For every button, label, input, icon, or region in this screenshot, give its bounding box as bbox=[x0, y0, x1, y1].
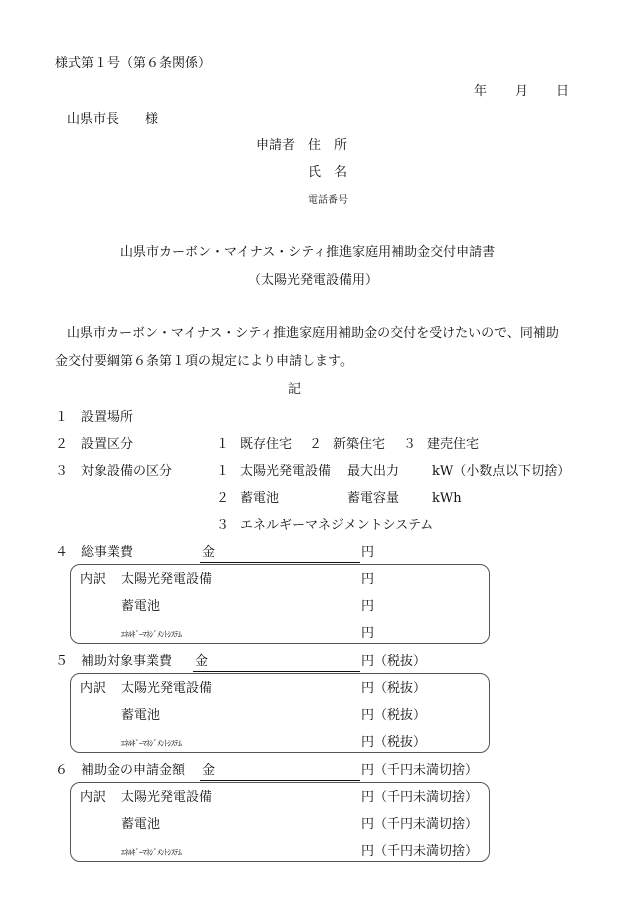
item4-row3-yen: 円 bbox=[361, 626, 375, 641]
item1-num: １ bbox=[55, 410, 69, 425]
item5-row1-yen: 円（税抜） bbox=[361, 681, 427, 696]
item2-opt3-label: 建売住宅 bbox=[427, 437, 480, 452]
item3-opt3-num: ３ bbox=[216, 518, 230, 533]
item3-opt2-capacity: 蓄電容量 bbox=[347, 491, 400, 506]
item5-row1-label: 太陽光発電設備 bbox=[121, 681, 213, 696]
item6-row2-label: 蓄電池 bbox=[121, 817, 161, 832]
item6-breakdown-label: 内訳 bbox=[80, 790, 107, 805]
item4-yen: 円 bbox=[361, 545, 375, 560]
document-title: 山県市カーボン・マイナス・シティ推進家庭用補助金交付申請書 bbox=[120, 245, 496, 260]
item3-opt2-num: ２ bbox=[216, 491, 230, 506]
item4-amount-line bbox=[200, 562, 360, 563]
item4-row1-label: 太陽光発電設備 bbox=[121, 572, 213, 587]
item5-label: 補助対象事業費 bbox=[81, 654, 173, 669]
item2-label: 設置区分 bbox=[81, 437, 134, 452]
applicant-label: 申請者 bbox=[256, 138, 296, 153]
item3-opt1-label: 太陽光発電設備 bbox=[240, 464, 332, 479]
date-month: 月 bbox=[515, 84, 529, 99]
item4-row1-yen: 円 bbox=[361, 572, 375, 587]
body-line-2: 金交付要綱第６条第１項の規定により申請します。 bbox=[55, 354, 353, 369]
item5-breakdown-label: 内訳 bbox=[80, 681, 107, 696]
item3-opt1-unit: kW（小数点以下切捨） bbox=[432, 464, 571, 479]
item4-label: 総事業費 bbox=[81, 545, 134, 560]
addressee: 山県市長 様 bbox=[67, 112, 159, 127]
item4-kin: 金 bbox=[202, 545, 216, 560]
item4-breakdown-label: 内訳 bbox=[80, 572, 107, 587]
item4-num: ４ bbox=[55, 545, 69, 560]
item5-num: ５ bbox=[55, 654, 69, 669]
item1-label: 設置場所 bbox=[81, 410, 134, 425]
item2-opt3-num: ３ bbox=[403, 437, 417, 452]
ki-heading: 記 bbox=[288, 382, 302, 397]
date-day: 日 bbox=[556, 84, 570, 99]
item2-opt1-num: １ bbox=[216, 437, 230, 452]
item6-amount-line bbox=[200, 780, 360, 781]
item4-row3-label: ｴﾈﾙｷﾞｰﾏﾈｼﾞﾒﾝﾄｼｽﾃﾑ bbox=[121, 630, 182, 639]
item3-opt1-capacity: 最大出力 bbox=[347, 464, 400, 479]
item5-kin: 金 bbox=[195, 654, 209, 669]
item6-row1-yen: 円（千円未満切捨） bbox=[361, 790, 479, 805]
item6-row3-label: ｴﾈﾙｷﾞｰﾏﾈｼﾞﾒﾝﾄｼｽﾃﾑ bbox=[121, 848, 182, 857]
item3-opt1-num: １ bbox=[216, 464, 230, 479]
item5-row2-label: 蓄電池 bbox=[121, 708, 161, 723]
item2-opt1-label: 既存住宅 bbox=[240, 437, 293, 452]
item3-opt2-label: 蓄電池 bbox=[240, 491, 280, 506]
item2-opt2-num: ２ bbox=[309, 437, 323, 452]
item5-row3-label: ｴﾈﾙｷﾞｰﾏﾈｼﾞﾒﾝﾄｼｽﾃﾑ bbox=[121, 739, 182, 748]
item4-row2-label: 蓄電池 bbox=[121, 599, 161, 614]
item6-row3-yen: 円（千円未満切捨） bbox=[361, 844, 479, 859]
body-line-1: 山県市カーボン・マイナス・シティ推進家庭用補助金の交付を受けたいので、同補助 bbox=[67, 326, 559, 341]
name-label: 氏 名 bbox=[308, 165, 348, 180]
item6-yen: 円（千円未満切捨） bbox=[361, 763, 479, 778]
item2-num: ２ bbox=[55, 437, 69, 452]
item3-opt3-label: エネルギーマネジメントシステム bbox=[240, 518, 434, 533]
form-number: 様式第１号（第６条関係） bbox=[55, 56, 212, 71]
item4-row2-yen: 円 bbox=[361, 599, 375, 614]
item5-yen: 円（税抜） bbox=[361, 654, 427, 669]
item3-opt2-unit: kWh bbox=[432, 491, 462, 506]
item6-label: 補助金の申請金額 bbox=[81, 763, 186, 778]
item6-row2-yen: 円（千円未満切捨） bbox=[361, 817, 479, 832]
item6-row1-label: 太陽光発電設備 bbox=[121, 790, 213, 805]
phone-label: 電話番号 bbox=[308, 195, 348, 206]
date-year: 年 bbox=[474, 84, 488, 99]
item3-num: ３ bbox=[55, 464, 69, 479]
document-subtitle: （太陽光発電設備用） bbox=[248, 273, 379, 288]
item2-opt2-label: 新築住宅 bbox=[333, 437, 386, 452]
item5-row2-yen: 円（税抜） bbox=[361, 708, 427, 723]
item5-amount-line bbox=[193, 671, 360, 672]
item5-row3-yen: 円（税抜） bbox=[361, 735, 427, 750]
address-label: 住 所 bbox=[308, 138, 348, 153]
item6-kin: 金 bbox=[202, 763, 216, 778]
item6-num: ６ bbox=[55, 763, 69, 778]
item3-label: 対象設備の区分 bbox=[81, 464, 173, 479]
